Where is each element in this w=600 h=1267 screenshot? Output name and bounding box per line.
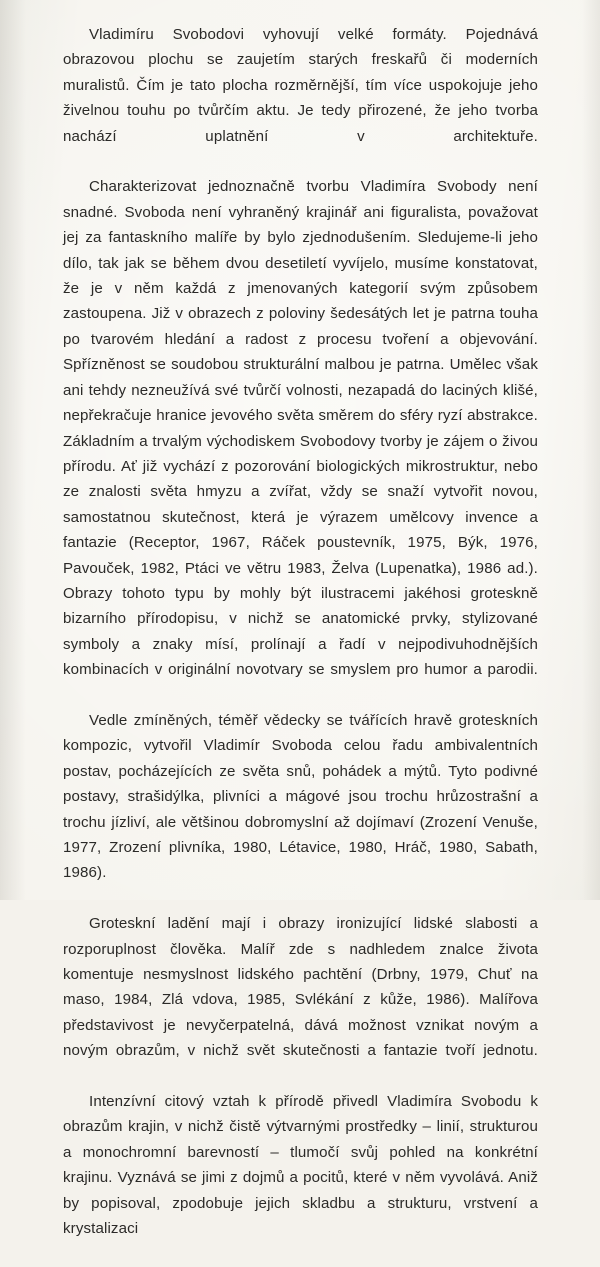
paragraph: Vladimíru Svobodovi vyhovují velké formáty. Pojednává obrazovou plochu se zaujetím starých freskařů či moderních muralistů. Čím je tato plocha rozměrnější, tím více uspokojuje jeho živelnou touhu po tvůrčím aktu. Je tedy přirozené, že jeho tvorba nachází uplatnění v architektuře.	[63, 26, 538, 145]
right-edge-shadow	[582, 0, 600, 900]
paragraph: Intenzívní citový vztah k přírodě přivedl Vladimíra Svobodu k obrazům krajin, v nichž čistě výtvarnými prostředky – linií, strukturou a monochromní barevností – tlumočí svůj pohled na konkrétní krajinu. Vyznává se jimi z dojmů a pocitů, které v něm vyvolává. Aniž by popisoval, zpodobuje jejich skladbu a strukturu, vrstvení a krystalizaci	[63, 1093, 538, 1238]
gutter-shadow	[0, 0, 26, 900]
body-text-block	[63, 22, 538, 1267]
paragraph: Vedle zmíněných, téměř vědecky se tvářících hravě groteskních kompozic, vytvořil Vladimír Svoboda celou řadu ambivalentních postav, pocházejících ze světa snů, pohádek a mýtů. Tyto podivné postavy, strašidýlka, plivníci a mágové jsou trochu hrůzostrašní a trochu jízliví, ale většinou dobromyslní až dojímaví (Zrození Venuše, 1977, Zrození plivníka, 1980, Létavice, 1980, Hráč, 1980, Sabath, 1986).	[63, 711, 538, 882]
paragraph: Groteskní ladění mají i obrazy ironizující lidské slabosti a rozporuplnost člověka. Malíř zde s nadhledem znalce života komentuje nesmyslnost lidského pachtění (Drbny, 1979, Chuť na maso, 1984, Zlá vdova, 1985, Svlékání z kůže, 1986). Malířova představivost je nevyčerpatelná, dává možnost vznikat novým a novým obrazům, v nichž svět skutečnosti a fantazie tvoří jednotu.	[63, 915, 538, 1060]
paragraph: Charakterizovat jednoznačně tvorbu Vladimíra Svobody není snadné. Svoboda není vyhraněný krajinář ani figuralista, považovat jej za fantaskního malíře by bylo zjednodušením. Sledujeme-li jeho dílo, tak jak se během dvou desetiletí vyvíjelo, musíme konstatovat, že je v něm každá z jmenovaných kategorií svým způsobem zastoupena. Již v obrazech z poloviny šedesátých let je patrna touha po tvarovém hledání a radost z procesu tvoření a objevování. Spřízněnost se soudobou strukturální malbou je patrna. Umělec však ani tehdy nezneužívá své tvůrčí volnosti, nezapadá do laciných klišé, nepřekračuje hranice jevového světa směrem do sféry ryzí abstrakce. Základním a trvalým východiskem Svobodovy tvorby je zájem o živou přírodu. Ať již vychází z pozorování biologických mikrostruktur, nebo ze znalosti světa hmyzu a zvířat, vždy se snaží vytvořit novou, samostatnou skutečnost, která je výrazem umělcovy invence a fantazie (Receptor, 1967, Ráček poustevník, 1975, Býk, 1976, Pavouček, 1982, Ptáci ve větru 1983, Želva (Lupenatka), 1986 ad.). Obrazy tohoto typu by mohly být ilustracemi jakéhosi groteskně bizarního přírodopisu, v nichž se anatomické prvky, stylizované symboly a znaky mísí, prolínají a řadí v nejpodivuhodnějších kombinacích v originální novotvary se smyslem pro humor a parodii.	[63, 178, 538, 679]
